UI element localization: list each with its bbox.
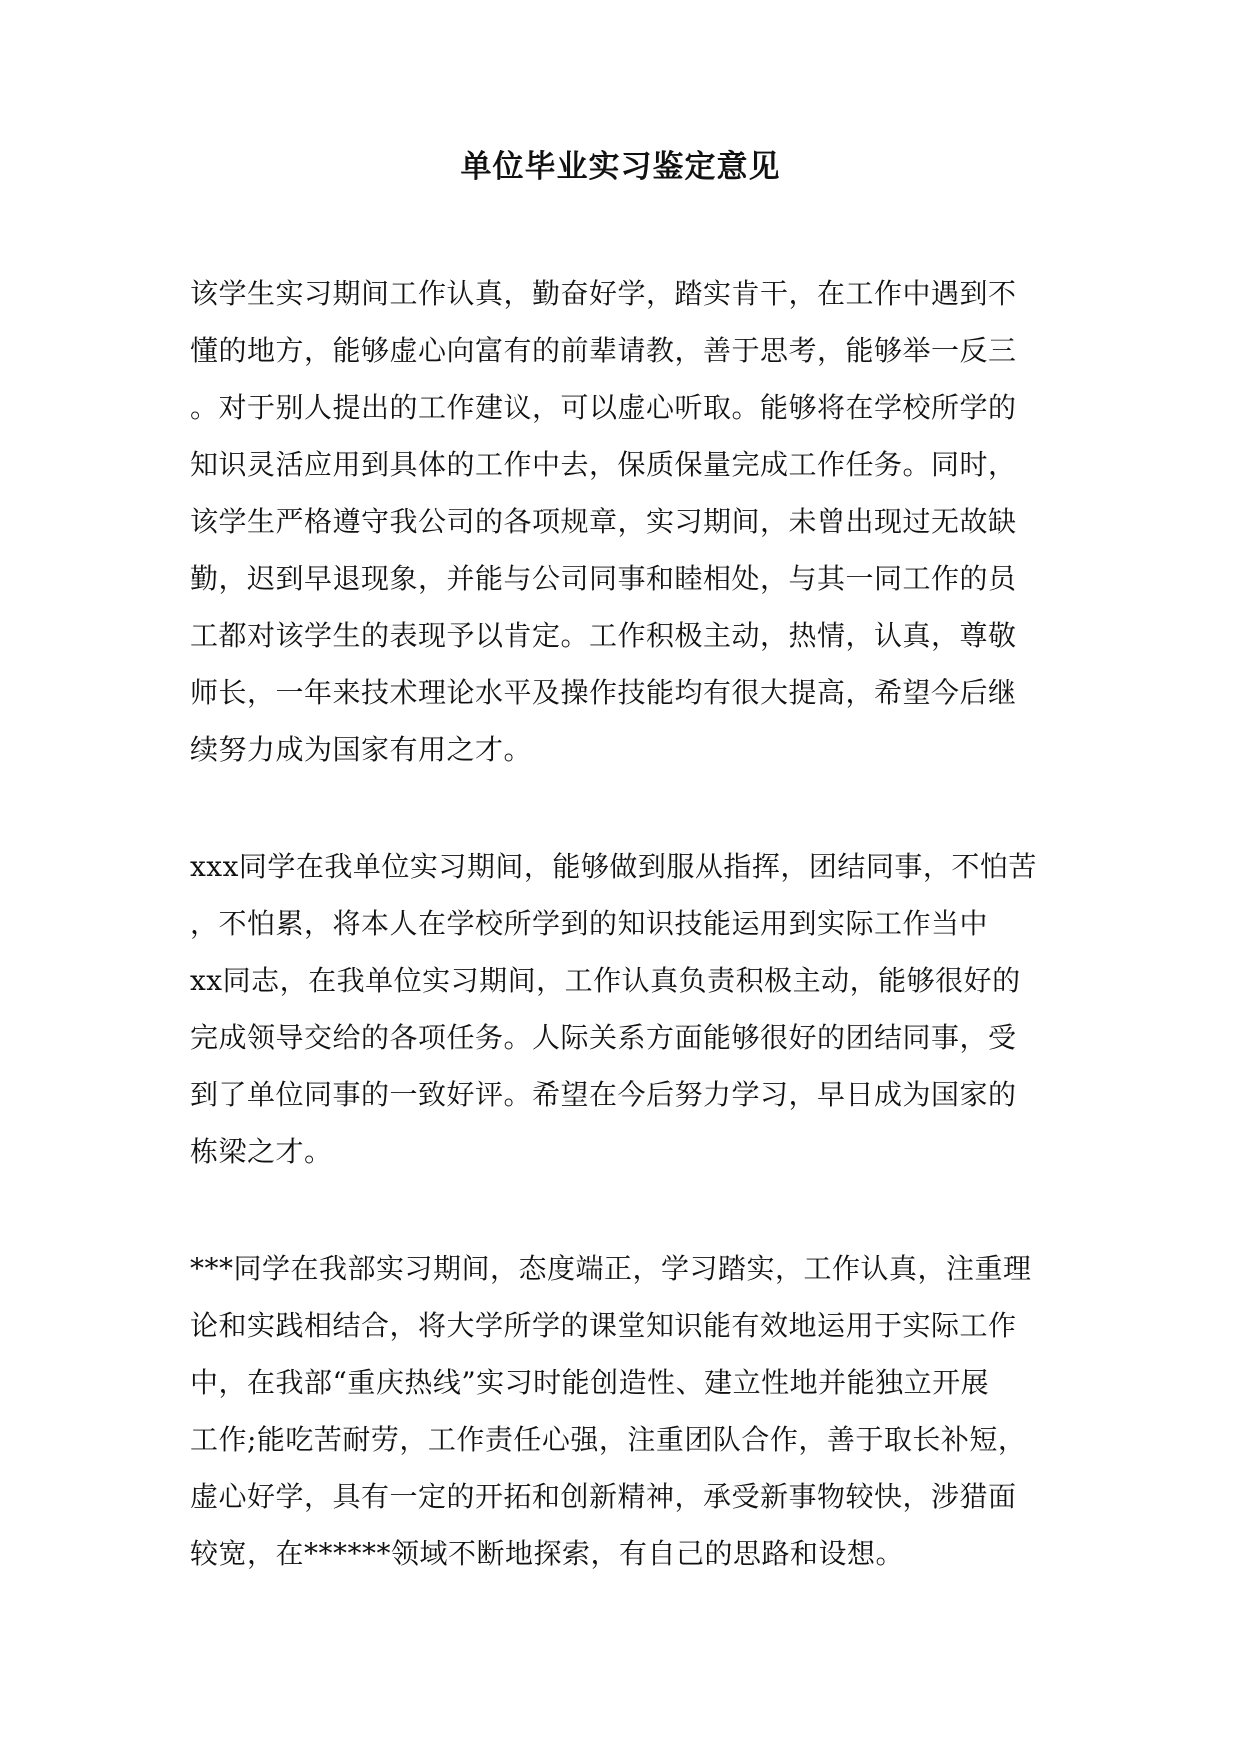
text-line: ***同学在我部实习期间，态度端正，学习踏实，工作认真，注重理 [190,1252,1032,1285]
text-line: 虚心好学，具有一定的开拓和创新精神，承受新事物较快，涉猎面 [190,1480,1017,1513]
paragraph-2 [190,838,1070,1180]
text-line: 完成领导交给的各项任务。人际关系方面能够很好的团结同事，受 [190,1021,1017,1054]
paragraph-3 [190,1240,1070,1582]
text-line: 栋梁之才。 [190,1135,333,1168]
text-line: 该学生实习期间工作认真，勤奋好学，踏实肯干，在工作中遇到不 [190,277,1017,310]
text-line: ，不怕累，将本人在学校所学到的知识技能运用到实际工作当中 [190,907,989,940]
document-title: 单位毕业实习鉴定意见 [460,149,781,185]
text-line: 论和实践相结合，将大学所学的课堂知识能有效地运用于实际工作 [190,1309,1017,1342]
text-line: 到了单位同事的一致好评。希望在今后努力学习，早日成为国家的 [190,1078,1017,1111]
text-line: 师长，一年来技术理论水平及操作技能均有很大提高，希望今后继 [190,676,1017,709]
text-line: 较宽，在******领域不断地探索，有自己的思路和设想。 [190,1537,905,1570]
text-line: 中，在我部“重庆热线”实习时能创造性、建立性地并能独立开展 [190,1366,990,1399]
text-line: 知识灵活应用到具体的工作中去，保质保量完成工作任务。同时， [190,448,1017,481]
text-line: 工作;能吃苦耐劳，工作责任心强，注重团队合作，善于取长补短， [190,1423,1027,1456]
text-line: 勤，迟到早退现象，并能与公司同事和睦相处，与其一同工作的员 [190,562,1017,595]
text-line: xxx同学在我单位实习期间，能够做到服从指挥，团结同事，不怕苦 [190,850,1037,883]
text-line: xx同志，在我单位实习期间，工作认真负责积极主动，能够很好的 [190,964,1021,997]
text-line: 该学生严格遵守我公司的各项规章，实习期间，未曾出现过无故缺 [190,505,1017,538]
text-line: 懂的地方，能够虚心向富有的前辈请教，善于思考，能够举一反三 [190,334,1017,367]
paragraph-1 [190,265,1070,778]
text-line: 工都对该学生的表现予以肯定。工作积极主动，热情，认真，尊敬 [190,619,1017,652]
text-line: 。对于别人提出的工作建议，可以虚心听取。能够将在学校所学的 [190,391,1017,424]
text-line: 续努力成为国家有用之才。 [190,733,533,766]
